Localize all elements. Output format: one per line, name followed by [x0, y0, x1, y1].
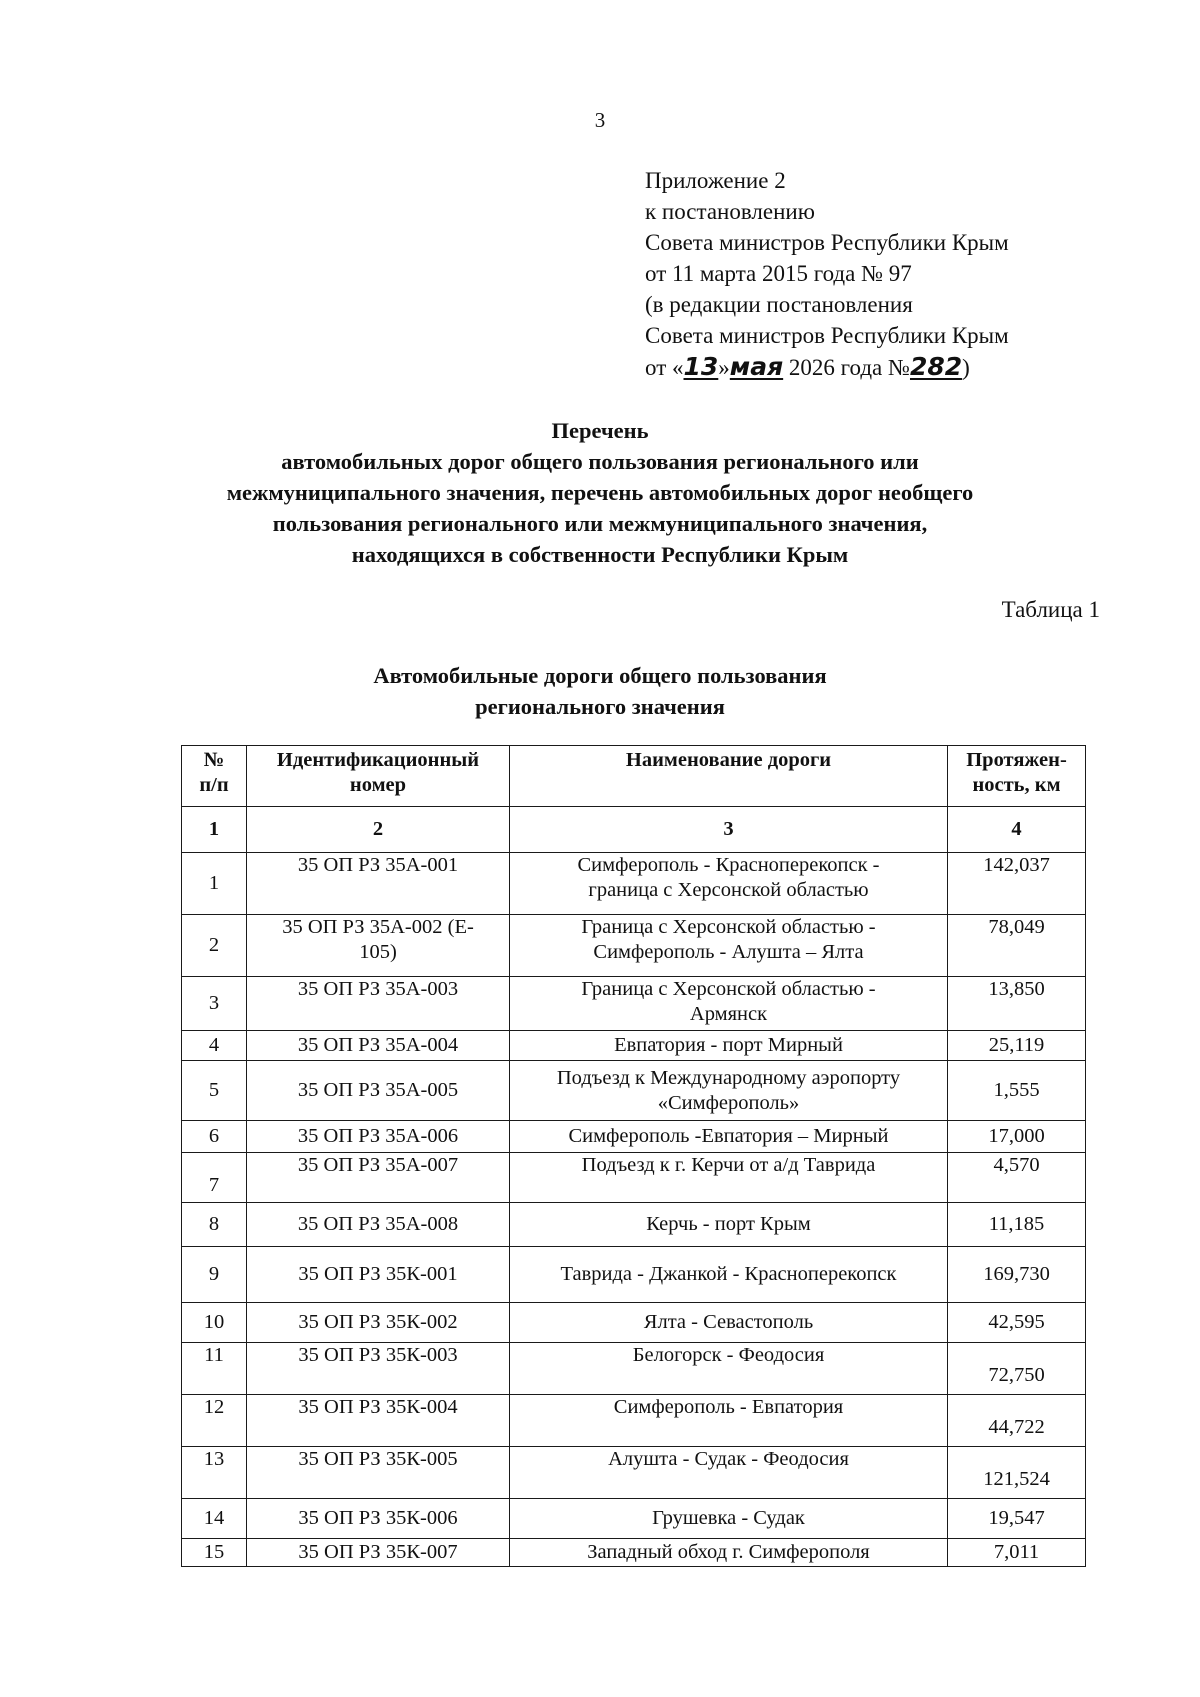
road-name-line: Подъезд к Международному аэропорту — [556, 1066, 901, 1089]
column-number: 3 — [510, 807, 948, 853]
cell-road-name: Ялта - Севастополь — [510, 1303, 948, 1343]
table-row — [182, 1153, 1086, 1203]
cell-length: 169,730 — [948, 1247, 1086, 1303]
appendix-line: Приложение 2 — [645, 168, 786, 193]
table-row — [182, 1395, 1086, 1447]
title-line: межмуниципального значения, перечень автомобильных дорог необщего — [226, 480, 974, 505]
table-row — [182, 1447, 1086, 1499]
cell-number: 7 — [182, 1153, 247, 1203]
cell-id: 35 ОП РЗ 35А-007 — [247, 1153, 510, 1203]
table-row — [182, 1203, 1086, 1247]
appendix-line: Совета министров Республики Крым — [645, 323, 1009, 348]
table-row — [182, 1499, 1086, 1539]
cell-road-name: Таврида - Джанкой - Красноперекопск — [510, 1247, 948, 1303]
cell-id: 35 ОП РЗ 35А-006 — [247, 1121, 510, 1153]
cell-id: 35 ОП РЗ 35К-005 — [247, 1447, 510, 1499]
cell-length: 17,000 — [948, 1121, 1086, 1153]
cell-number: 8 — [182, 1203, 247, 1247]
cell-id: 35 ОП РЗ 35А-003 — [247, 977, 510, 1031]
cell-road-name: Евпатория - порт Мирный — [510, 1031, 948, 1061]
header-text: № — [203, 749, 225, 771]
cell-road-name: Белогорск - Феодосия — [510, 1343, 948, 1395]
appendix-line: к постановлению — [645, 199, 815, 224]
cell-number: 9 — [182, 1247, 247, 1303]
cell-number: 5 — [182, 1061, 247, 1121]
cell-road-name — [510, 977, 948, 1031]
appendix-header — [645, 165, 1125, 383]
cell-id: 35 ОП РЗ 35А-004 — [247, 1031, 510, 1061]
road-name-line: граница с Херсонской областью — [588, 879, 869, 901]
cell-length: 25,119 — [948, 1031, 1086, 1061]
cell-number: 14 — [182, 1499, 247, 1539]
road-name-line: Симферополь - Красноперекопск - — [577, 854, 880, 876]
cell-number: 1 — [182, 853, 247, 915]
header-number — [182, 746, 247, 807]
table-row — [182, 1121, 1086, 1153]
title-line: пользования регионального или межмуниципального значения, — [272, 511, 928, 536]
cell-length: 7,011 — [948, 1539, 1086, 1567]
header-id — [247, 746, 510, 807]
cell-id: 35 ОП РЗ 35К-006 — [247, 1499, 510, 1539]
column-numbers-row — [182, 807, 1086, 853]
cell-length: 78,049 — [948, 915, 1086, 977]
table-row — [182, 1031, 1086, 1061]
header-road-name: Наименование дороги — [510, 746, 948, 807]
cell-id: 35 ОП РЗ 35А-001 — [247, 853, 510, 915]
column-number: 2 — [247, 807, 510, 853]
cell-id: 35 ОП РЗ 35К-001 — [247, 1247, 510, 1303]
cell-id: 35 ОП РЗ 35К-002 — [247, 1303, 510, 1343]
handwritten-day: 13 — [683, 352, 719, 381]
date-quote: » — [718, 355, 730, 380]
cell-road-name — [510, 1061, 948, 1121]
appendix-line: Совета министров Республики Крым — [645, 230, 1009, 255]
header-text: п/п — [199, 774, 229, 796]
road-name-line: Граница с Херсонской областью - — [581, 978, 876, 1000]
handwritten-number: 282 — [909, 352, 963, 381]
header-text: Идентификационный — [276, 749, 480, 771]
cell-id — [247, 915, 510, 977]
cell-length: 11,185 — [948, 1203, 1086, 1247]
road-name-line: Армянск — [689, 1003, 768, 1025]
column-number: 1 — [182, 807, 247, 853]
table-row — [182, 1247, 1086, 1303]
table-row — [182, 1539, 1086, 1567]
cell-length: 19,547 — [948, 1499, 1086, 1539]
title-line: автомобильных дорог общего пользования регионального или — [281, 449, 919, 474]
table-row — [182, 1343, 1086, 1395]
table-row — [182, 977, 1086, 1031]
cell-road-name: Грушевка - Судак — [510, 1499, 948, 1539]
table-row — [182, 1061, 1086, 1121]
cell-length: 142,037 — [948, 853, 1086, 915]
cell-number: 2 — [182, 915, 247, 977]
cell-number: 6 — [182, 1121, 247, 1153]
cell-road-name — [510, 853, 948, 915]
cell-number: 4 — [182, 1031, 247, 1061]
id-line: 35 ОП РЗ 35А-002 (Е- — [282, 916, 474, 938]
cell-length: 4,570 — [948, 1153, 1086, 1203]
roads-table — [181, 745, 1086, 1567]
table-label: Таблица 1 — [1001, 597, 1100, 622]
cell-road-name: Симферополь - Евпатория — [510, 1395, 948, 1447]
cell-length: 44,722 — [948, 1395, 1086, 1447]
id-line: 105) — [359, 941, 397, 963]
table-title-line: Автомобильные дороги общего пользования — [373, 663, 827, 688]
road-name-line: Симферополь - Алушта – Ялта — [593, 941, 864, 963]
cell-road-name — [510, 915, 948, 977]
table-row — [182, 915, 1086, 977]
cell-id: 35 ОП РЗ 35А-008 — [247, 1203, 510, 1247]
cell-id: 35 ОП РЗ 35К-003 — [247, 1343, 510, 1395]
cell-length: 13,850 — [948, 977, 1086, 1031]
road-name-line: Граница с Херсонской областью - — [581, 916, 876, 938]
handwritten-month: мая — [729, 352, 784, 381]
header-text: Протяжен- — [966, 749, 1067, 771]
table-title — [0, 660, 1200, 722]
cell-road-name: Западный обход г. Симферополя — [510, 1539, 948, 1567]
cell-number: 12 — [182, 1395, 247, 1447]
cell-number: 3 — [182, 977, 247, 1031]
cell-road-name: Подъезд к г. Керчи от а/д Таврида — [510, 1153, 948, 1203]
title-line: находящихся в собственности Республики Крым — [351, 542, 849, 567]
title-line: Перечень — [551, 418, 649, 443]
appendix-line: от 11 марта 2015 года № 97 — [645, 261, 912, 286]
cell-road-name: Керчь - порт Крым — [510, 1203, 948, 1247]
cell-length: 1,555 — [948, 1061, 1086, 1121]
date-year: 2026 года № — [783, 355, 910, 380]
cell-number: 11 — [182, 1343, 247, 1395]
cell-road-name: Алушта - Судак - Феодосия — [510, 1447, 948, 1499]
appendix-date-line — [645, 351, 1125, 383]
page-number: 3 — [594, 108, 606, 132]
cell-length: 42,595 — [948, 1303, 1086, 1343]
cell-number: 10 — [182, 1303, 247, 1343]
table-header-row — [182, 746, 1086, 807]
cell-length: 72,750 — [948, 1343, 1086, 1395]
cell-number: 13 — [182, 1447, 247, 1499]
cell-length: 121,524 — [948, 1447, 1086, 1499]
column-number: 4 — [948, 807, 1086, 853]
table-row — [182, 853, 1086, 915]
document-title — [0, 415, 1200, 570]
cell-road-name: Симферополь -Евпатория – Мирный — [510, 1121, 948, 1153]
header-text: номер — [349, 774, 407, 796]
table-row — [182, 1303, 1086, 1343]
header-text: ность, км — [972, 774, 1061, 796]
road-name-line: «Симферополь» — [657, 1091, 800, 1114]
date-prefix: от « — [645, 355, 684, 380]
header-length — [948, 746, 1086, 807]
date-suffix: ) — [962, 355, 970, 380]
cell-id: 35 ОП РЗ 35К-007 — [247, 1539, 510, 1567]
cell-id: 35 ОП РЗ 35К-004 — [247, 1395, 510, 1447]
cell-number: 15 — [182, 1539, 247, 1567]
cell-id: 35 ОП РЗ 35А-005 — [247, 1061, 510, 1121]
table-title-line: регионального значения — [475, 694, 725, 719]
appendix-line: (в редакции постановления — [645, 292, 913, 317]
